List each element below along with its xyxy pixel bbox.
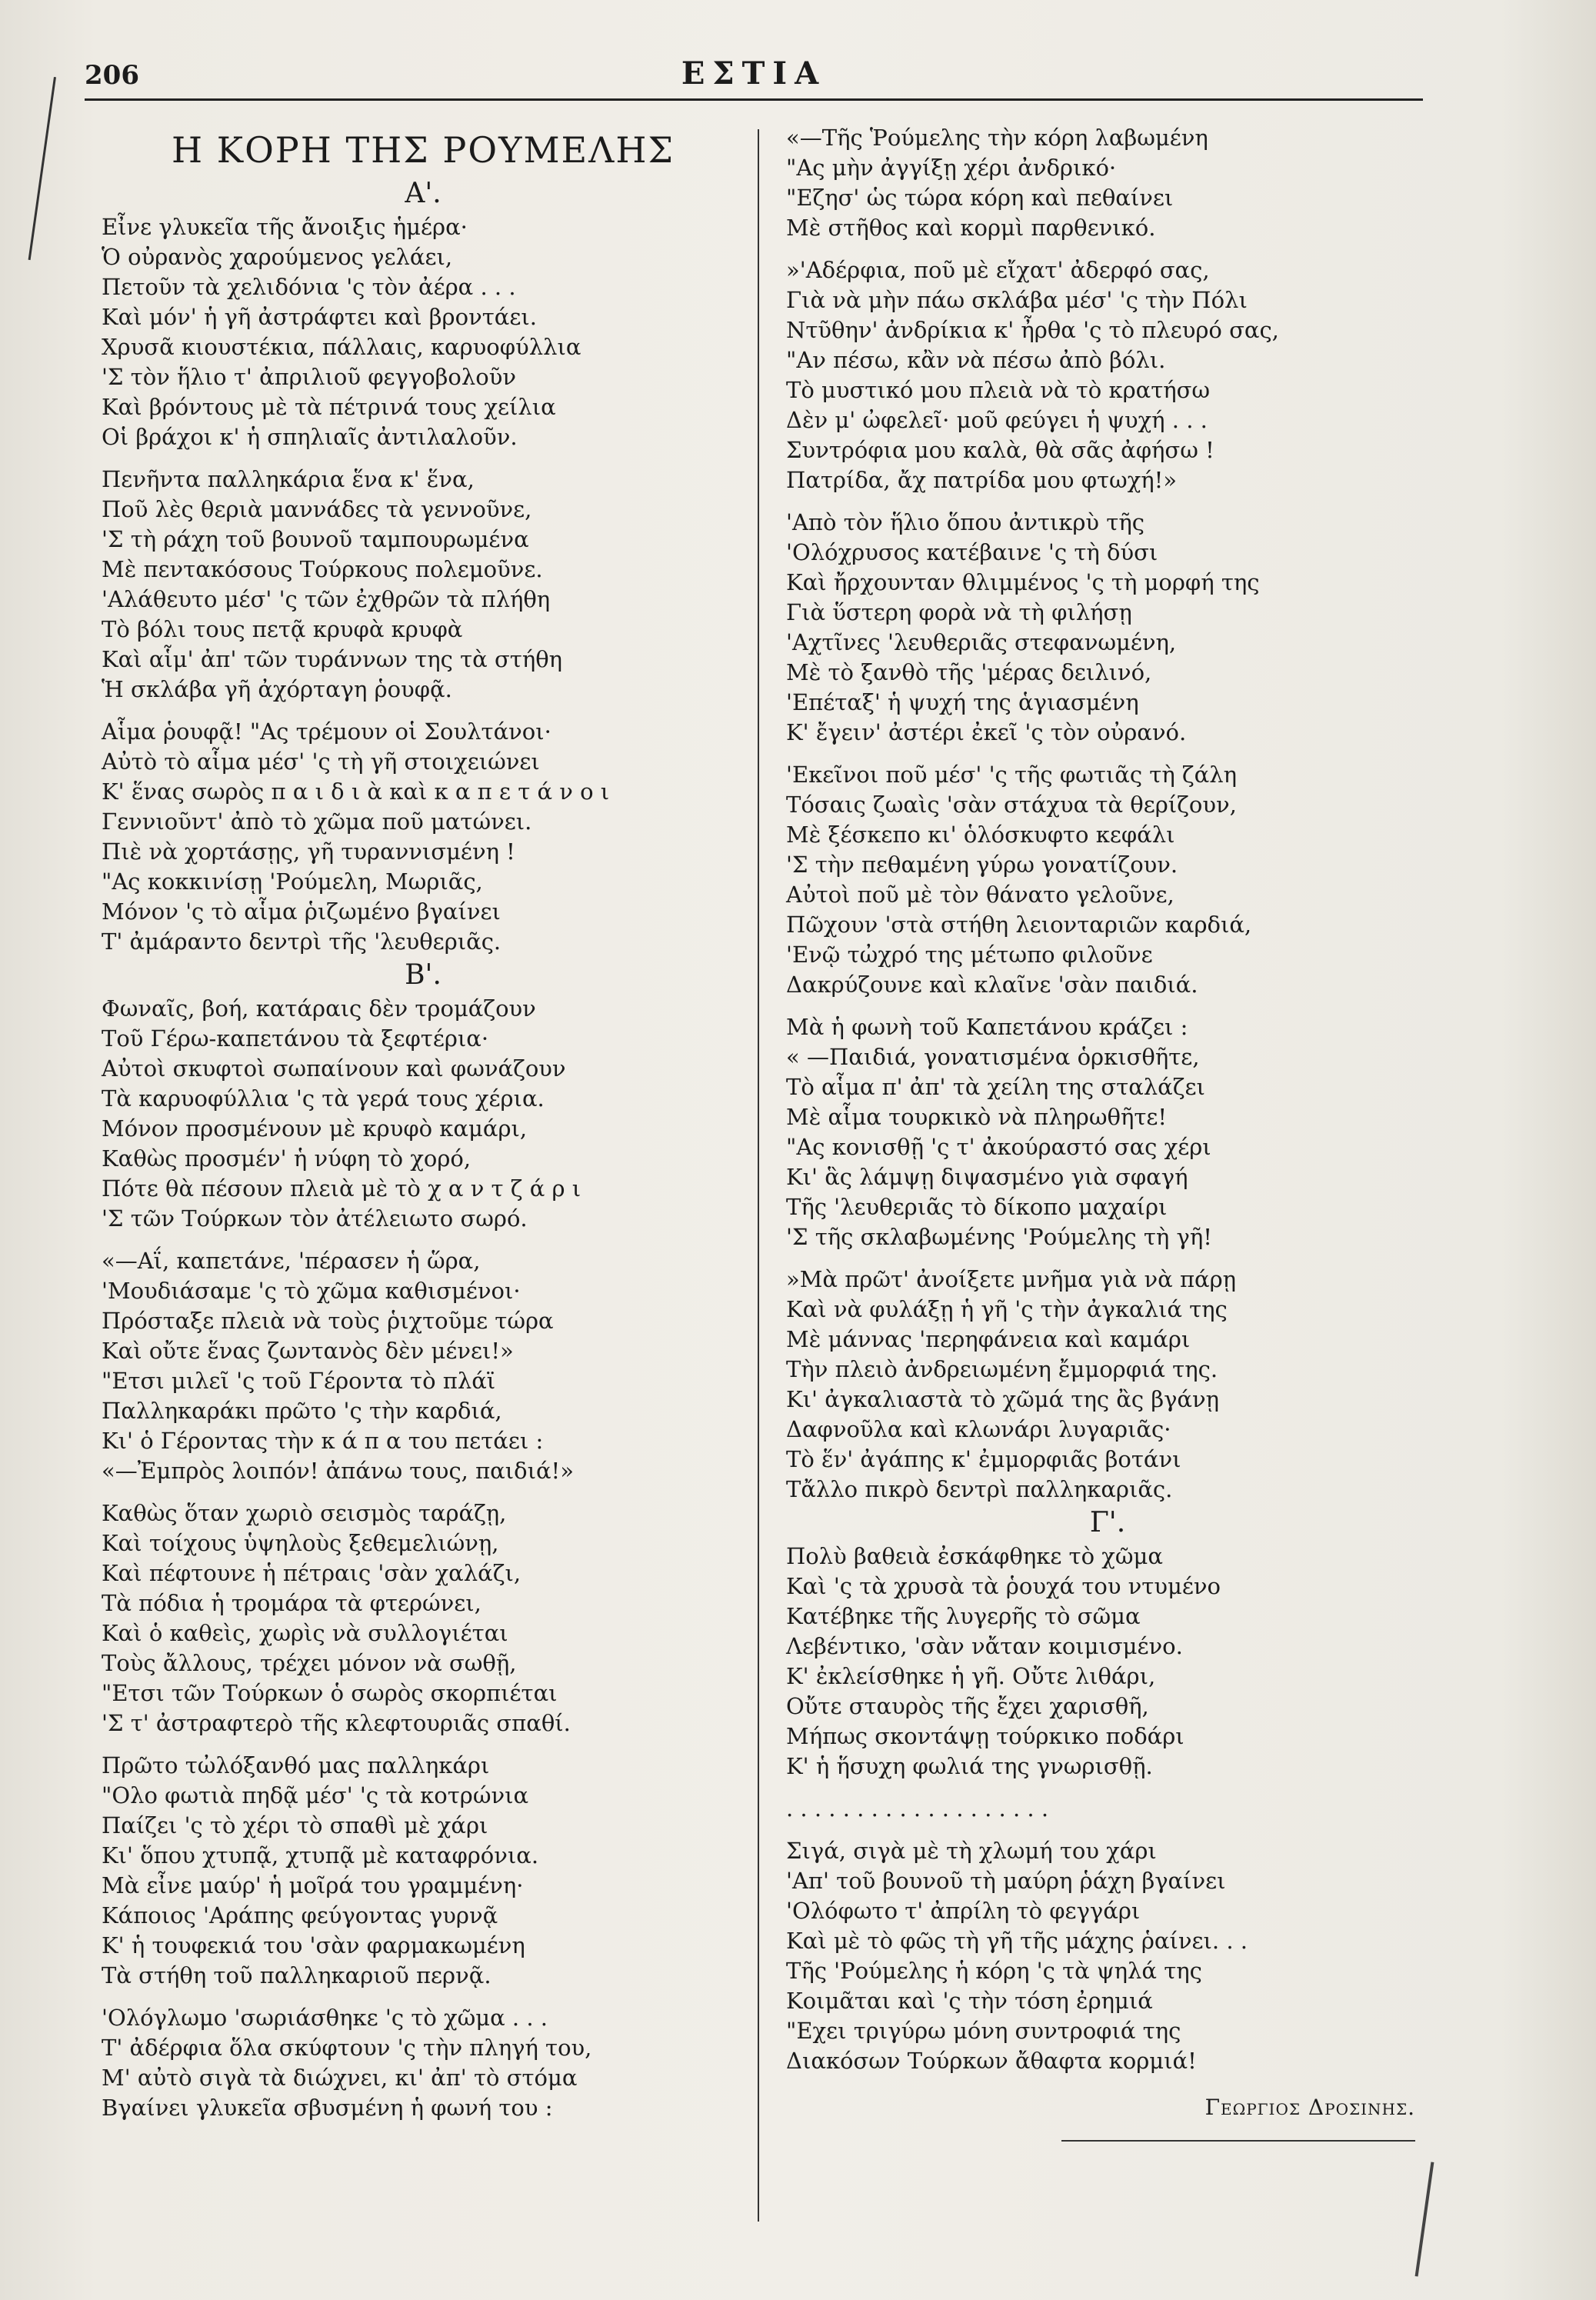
stanza-gap: [785, 1824, 1431, 1836]
verse-line: Καὶ οὔτε ἕνας ζωντανὸς δὲν μένει!»: [102, 1338, 514, 1364]
verse-line: "Ας κονισθῇ 'ς τ' ἀκούραστό σας χέρι: [786, 1134, 1211, 1160]
verse-line: Μόνον 'ς τὸ αἷμα ῥιζωμένο βγαίνει: [102, 898, 501, 925]
verse-line: Μὲ τὸ ξανθὸ τῆς 'μέρας δειλινό,: [786, 659, 1152, 685]
verse-line: Μήπως σκοντάψῃ τούρκικο ποδάρι: [786, 1723, 1185, 1749]
verse-line: "Αν πέσω, κἂν νὰ πέσω ἀπὸ βόλι.: [786, 347, 1166, 373]
stanza: [785, 508, 1431, 748]
end-pen-stroke: [1415, 2162, 1434, 2276]
verse-line: "Εζησ' ὡς τώρα κόρη καὶ πεθαίνει: [786, 185, 1174, 211]
verse-line: 'Μουδιάσαμε 'ς τὸ χῶμα καθισμένοι·: [102, 1278, 521, 1304]
verse-line: Τ' ἀδέρφια ὅλα σκύφτουν 'ς τὴν πληγή του,: [102, 2035, 592, 2061]
verse-line: Κ' ἔγειν' ἀστέρι ἐκεῖ 'ς τὸν οὐρανό.: [786, 719, 1187, 745]
verse-line: "Ετσι μιλεῖ 'ς τοῦ Γέροντα τὸ πλάϊ: [102, 1368, 496, 1394]
verse-line: Καὶ μὲ τὸ φῶς τὴ γῆ τῆς μάχης ῥαίνει. . .: [786, 1928, 1248, 1954]
section-heading: Γ'.: [1089, 1507, 1126, 1538]
verse-line: Κ' ἐκλείσθηκε ἡ γῆ. Οὔτε λιθάρι,: [786, 1663, 1156, 1689]
verse-line: Μ' αὐτὸ σιγὰ τὰ διώχνει, κι' ἀπ' τὸ στόμα: [102, 2065, 578, 2091]
stanza: [100, 994, 746, 1234]
verse-line: Τ' ἀμάραντο δεντρὶ τῆς 'λευθεριᾶς.: [102, 928, 501, 955]
stanza-gap: [100, 1738, 746, 1751]
verse-line: Τῆς 'Ρούμελης ἡ κόρη 'ς τὰ ψηλά της: [786, 1958, 1202, 1984]
page-header: [85, 54, 1423, 100]
stanza: [100, 1751, 746, 1991]
verse-line: Τόσαις ζωαὶς 'σὰν στάχυα τὰ θερίζουν,: [786, 792, 1237, 818]
verse-line: Καὶ τοίχους ὑψηλοὺς ξεθεμελιώνῃ,: [102, 1530, 499, 1556]
verse-line: 'Αχτῖνες 'λευθεριᾶς στεφανωμένη,: [786, 629, 1177, 655]
verse-line: «—Αΐ, καπετάνε, 'πέρασεν ἡ ὥρα,: [102, 1248, 481, 1274]
verse-line: Καὶ πέφτουνε ἡ πέτραις 'σὰν χαλάζι,: [102, 1560, 521, 1586]
stanza-gap: [785, 1782, 1431, 1794]
stanza: [100, 1498, 746, 1738]
section-heading: Α'.: [405, 178, 441, 209]
verse-line: 'Σ τὴν πεθαμένη γύρω γονατίζουν.: [786, 852, 1178, 878]
stanza-gap: [100, 1486, 746, 1498]
verse-line: Κ' ἕνας σωρὸς π α ι δ ι ὰ καὶ κ α π ε τ ά ν ο ι: [102, 778, 610, 805]
verse-line: Τοῦ Γέρω-καπετάνου τὰ ξεφτέρια·: [102, 1025, 489, 1052]
stanza: [100, 212, 746, 452]
verse-line: Κ' ἡ τουφεκιά του 'σὰν φαρμακωμένη: [102, 1932, 525, 1958]
verse-line: Τὸ ἕν' ἀγάπης κ' ἐμμορφιᾶς βοτάνι: [786, 1446, 1181, 1472]
verse-line: «—Τῆς Ῥούμελης τὴν κόρη λαβωμένη: [786, 125, 1208, 151]
verse-line: Οἱ βράχοι κ' ἡ σπηλιαῖς ἀντιλαλοῦν.: [102, 424, 518, 450]
verse-line: Παλληκαράκι πρῶτο 'ς τὴν καρδιά,: [102, 1398, 502, 1424]
stanza-gap: [100, 1234, 746, 1246]
verse-line: Πρόσταξε πλειὰ νὰ τοὺς ῥιχτοῦμε τώρα: [102, 1308, 554, 1334]
verse-line: Λεβέντικο, 'σὰν νἄταν κοιμισμένο.: [786, 1633, 1183, 1659]
verse-line: 'Εκεῖνοι ποῦ μέσ' 'ς τῆς φωτιᾶς τὴ ζάλη: [786, 762, 1237, 788]
header-rule: [85, 98, 1423, 101]
stanza: [785, 1542, 1431, 1782]
verse-line: Παίζει 'ς τὸ χέρι τὸ σπαθὶ μὲ χάρι: [102, 1812, 488, 1838]
verse-line: Αὐτοὶ σκυφτοὶ σωπαίνουν καὶ φωνάζουν: [102, 1055, 566, 1082]
verse-line: Ἡ σκλάβα γῆ ἀχόρταγη ῥουφᾷ.: [102, 676, 452, 702]
stanza: [785, 1794, 1431, 1824]
verse-line: Συντρόφια μου καλὰ, θὰ σᾶς ἀφήσω !: [786, 437, 1214, 463]
verse-line: 'Επέταξ' ἡ ψυχή της ἁγιασμένη: [786, 689, 1139, 715]
left-column-body: [100, 175, 746, 2123]
right-column: [785, 123, 1431, 2142]
verse-line: Καὶ ὁ καθεὶς, χωρὶς νὰ συλλογιέται: [102, 1620, 508, 1646]
verse-line: Ποῦ λὲς θεριὰ μαννάδες τὰ γεννοῦνε,: [102, 496, 532, 522]
left-column: [100, 123, 746, 2123]
stanza: [785, 760, 1431, 1000]
verse-line: Φωναῖς, βοή, κατάραις δὲν τρομάζουν: [102, 995, 536, 1022]
verse-line: Τῆς 'λευθεριᾶς τὸ δίκοπο μαχαίρι: [786, 1194, 1168, 1220]
verse-line: Μὰ εἶνε μαύρ' ἡ μοῖρά του γραμμένη·: [102, 1872, 524, 1898]
verse-line: "Ας κοκκινίσῃ 'Ρούμελη, Μωριᾶς,: [102, 868, 483, 895]
verse-line: Μὰ ἡ φωνὴ τοῦ Καπετάνου κράζει :: [786, 1014, 1188, 1040]
stanza-gap: [785, 495, 1431, 508]
verse-line: Τὸ μυστικό μου πλειὰ νὰ τὸ κρατήσω: [786, 377, 1211, 403]
verse-line: »Μὰ πρῶτ' ἀνοίξετε μνῆμα γιὰ νὰ πάρῃ: [786, 1266, 1237, 1292]
verse-line: Πότε θὰ πέσουν πλειὰ μὲ τὸ χ α ν τ ζ ά ρ ι: [102, 1175, 581, 1202]
verse-line: Τὰ καρυοφύλλια 'ς τὰ γερά τους χέρια.: [102, 1085, 545, 1112]
verse-line: Γιὰ νὰ μὴν πάω σκλάβα μέσ' 'ς τὴν Πόλι: [786, 287, 1248, 313]
column-divider: [758, 129, 759, 2222]
verse-line: Γεννιοῦντ' ἀπὸ τὸ χῶμα ποῦ ματώνει.: [102, 808, 532, 835]
verse-line: 'Σ τ' ἀστραφτερὸ τῆς κλεφτουριᾶς σπαθί.: [102, 1710, 571, 1736]
verse-line: Αὐτοὶ ποῦ μὲ τὸν θάνατο γελοῦνε,: [786, 882, 1175, 908]
verse-line: Πενῆντα παλληκάρια ἕνα κ' ἕνα,: [102, 466, 475, 492]
verse-line: Βγαίνει γλυκεῖα σβυσμένη ἡ φωνή του :: [102, 2095, 553, 2121]
verse-line: « —Παιδιά, γονατισμένα ὁρκισθῆτε,: [786, 1044, 1200, 1070]
stanza-gap: [100, 452, 746, 465]
verse-line: "Ετσι τῶν Τούρκων ὁ σωρὸς σκορπιέται: [102, 1680, 558, 1706]
signature-rule: [1061, 2140, 1415, 2142]
verse-line: Διακόσων Τούρκων ἄθαφτα κορμιά!: [786, 2048, 1197, 2074]
stanza: [100, 2003, 746, 2123]
verse-line: Καὶ βρόντους μὲ τὰ πέτρινά τους χείλια: [102, 394, 556, 420]
section-heading: Β'.: [405, 959, 441, 991]
verse-line: Πατρίδα, ἄχ πατρίδα μου φτωχή!»: [786, 467, 1178, 493]
verse-line: 'Σ τὸν ἥλιο τ' ἀπριλιοῦ φεγγοβολοῦν: [102, 364, 516, 390]
right-column-body: [785, 123, 1431, 2076]
verse-line: Τὸ αἷμα π' ἀπ' τὰ χείλη της σταλάζει: [786, 1074, 1205, 1100]
stanza: [100, 717, 746, 957]
stanza-gap: [785, 748, 1431, 760]
verse-line: 'Απ' τοῦ βουνοῦ τὴ μαύρη ῥάχη βγαίνει: [786, 1868, 1226, 1894]
stanza-gap: [785, 1000, 1431, 1012]
stanza-gap: [100, 705, 746, 717]
verse-line: Τἄλλο πικρὸ δεντρὶ παλληκαριᾶς.: [786, 1476, 1173, 1502]
stanza-gap: [785, 243, 1431, 255]
verse-line: Κοιμᾶται καὶ 'ς τὴν τόση ἐρημιά: [786, 1988, 1153, 2014]
verse-line: Καὶ μόν' ἡ γῆ ἀστράφτει καὶ βροντάει.: [102, 304, 537, 330]
verse-line: Δὲν μ' ὠφελεῖ· μοῦ φεύγει ἡ ψυχή . . .: [786, 407, 1208, 433]
verse-line: 'Σ τὴ ράχη τοῦ βουνοῦ ταμπουρωμένα: [102, 526, 529, 552]
verse-line: 'Ενῷ τὠχρό της μέτωπο φιλοῦνε: [786, 942, 1153, 968]
verse-line: »'Αδέρφια, ποῦ μὲ εἴχατ' ἀδερφό σας,: [786, 257, 1210, 283]
verse-line: Δαφνοῦλα καὶ κλωνάρι λυγαριᾶς·: [786, 1416, 1171, 1442]
verse-line: Πιὲ νὰ χορτάσῃς, γῆ τυραννισμένη !: [102, 838, 515, 865]
verse-line: Καθὼς προσμέν' ἡ νύφη τὸ χορό,: [102, 1145, 471, 1172]
bleed-through-left: [0, 131, 92, 2208]
verse-line: Τὴν πλειὸ ἀνδρειωμένη ἔμμορφιά της.: [786, 1356, 1218, 1382]
stanza: [100, 1246, 746, 1486]
stanza: [785, 1265, 1431, 1505]
verse-line: Κι' ὅπου χτυπᾷ, χτυπᾷ μὲ καταφρόνια.: [102, 1842, 539, 1868]
verse-line: Πῶχουν 'στὰ στήθη λειονταριῶν καρδιά,: [786, 912, 1252, 938]
verse-line: Μὲ ξέσκεπο κι' ὁλόσκυφτο κεφάλι: [786, 822, 1175, 848]
verse-line: Τοὺς ἄλλους, τρέχει μόνον νὰ σωθῇ,: [102, 1650, 517, 1676]
verse-line: Τὰ πόδια ἡ τρομάρα τὰ φτερώνει,: [102, 1590, 481, 1616]
verse-line: Κατέβηκε τῆς λυγερῆς τὸ σῶμα: [786, 1603, 1141, 1629]
verse-line: 'Αλάθευτο μέσ' 'ς τῶν ἐχθρῶν τὰ πλήθη: [102, 586, 551, 612]
verse-line: Χρυσᾶ κιουστέκια, πάλλαις, καρυοφύλλια: [102, 334, 581, 360]
author-signature: Γεωργιος Δροσινης.: [1204, 2095, 1415, 2120]
verse-line: Καὶ 'ς τὰ χρυσὰ τὰ ῥουχά του ντυμένο: [786, 1573, 1221, 1599]
verse-line: Οὔτε σταυρὸς τῆς ἔχει χαρισθῆ,: [786, 1693, 1149, 1719]
verse-line: Αὐτὸ τὸ αἷμα μέσ' 'ς τὴ γῆ στοιχειώνει: [102, 748, 540, 775]
verse-line: 'Ολόχρυσος κατέβαινε 'ς τὴ δύσι: [786, 539, 1158, 565]
verse-line: Καθὼς ὅταν χωριὸ σεισμὸς ταράζῃ,: [102, 1500, 507, 1526]
verse-line: «—Ἐμπρὸς λοιπόν! ἀπάνω τους, παιδιά!»: [102, 1458, 574, 1484]
stanza-gap: [785, 1252, 1431, 1265]
verse-line: Ντῦθην' ἀνδρίκια κ' ἦρθα 'ς τὸ πλευρό σας,: [786, 317, 1279, 343]
verse-line: Κ' ἡ ἥσυχη φωλιά της γνωρισθῇ.: [786, 1753, 1153, 1779]
verse-line: 'Σ τῆς σκλαβωμένης 'Ρούμελης τὴ γῆ!: [786, 1224, 1212, 1250]
verse-line: 'Απὸ τὸν ἥλιο ὅπου ἀντικρὺ τῆς: [786, 509, 1145, 535]
verse-line: Αἷμα ῥουφᾷ! "Ας τρέμουν οἱ Σουλτάνοι·: [102, 718, 551, 745]
verse-line: Κι' ἀγκαλιαστὰ τὸ χῶμά της ἂς βγάνῃ: [786, 1386, 1220, 1412]
verse-line: Μὲ πεντακόσους Τούρκους πολεμοῦνε.: [102, 556, 543, 582]
verse-line: "Ολο φωτιὰ πηδᾷ μέσ' 'ς τὰ κοτρώνια: [102, 1782, 529, 1808]
verse-line: Εἶνε γλυκεῖα τῆς ἄνοιξις ἡμέρα·: [102, 214, 468, 240]
verse-line: Πρῶτο τὠλόξανθό μας παλληκάρι: [102, 1752, 490, 1778]
stanza: [785, 123, 1431, 243]
poem-title: Η ΚΟΡΗ ΤΗΣ ΡΟΥΜΕΛΗΣ: [171, 129, 675, 171]
verse-line: Σιγά, σιγὰ μὲ τὴ χλωμή του χάρι: [786, 1838, 1157, 1864]
stanza: [785, 1836, 1431, 2076]
verse-line: Δακρύζουνε καὶ κλαῖνε 'σὰν παιδιά.: [786, 972, 1198, 998]
verse-line: . . . . . . . . . . . . . . . . . . .: [786, 1795, 1049, 1822]
stanza: [100, 465, 746, 705]
verse-line: Πετοῦν τὰ χελιδόνια 'ς τὸν ἀέρα . . .: [102, 274, 516, 300]
verse-line: Καὶ ἤρχουνταν θλιμμένος 'ς τὴ μορφή της: [786, 569, 1260, 595]
verse-line: Κι' ἃς λάμψῃ διψασμένο γιὰ σφαγή: [786, 1164, 1188, 1190]
verse-line: Τὰ στήθη τοῦ παλληκαριοῦ περνᾷ.: [102, 1962, 491, 1988]
verse-line: Πολὺ βαθειὰ ἐσκάφθηκε τὸ χῶμα: [786, 1543, 1163, 1569]
verse-line: Τὸ βόλι τους πετᾷ κρυφὰ κρυφὰ: [102, 616, 463, 642]
verse-line: 'Σ τῶν Τούρκων τὸν ἀτέλειωτο σωρό.: [102, 1205, 528, 1232]
verse-line: 'Ολόφωτο τ' ἀπρίλη τὸ φεγγάρι: [786, 1898, 1141, 1924]
verse-line: Μὲ στῆθος καὶ κορμὶ παρθενικό.: [786, 215, 1156, 241]
verse-line: Μὲ μάννας 'περηφάνεια καὶ καμάρι: [786, 1326, 1191, 1352]
stanza: [785, 255, 1431, 495]
journal-title: ΕΣΤΙΑ: [681, 55, 827, 92]
verse-line: Μὲ αἷμα τουρκικὸ νὰ πληρωθῆτε!: [786, 1104, 1168, 1130]
stanza-gap: [100, 1991, 746, 2003]
verse-line: Καὶ αἷμ' ἀπ' τῶν τυράννων της τὰ στήθη: [102, 646, 563, 672]
verse-line: Μόνον προσμένουν μὲ κρυφὸ καμάρι,: [102, 1115, 528, 1142]
verse-line: "Ας μὴν ἀγγίξῃ χέρι ἀνδρικό·: [786, 155, 1117, 181]
verse-line: Γιὰ ὕστερη φορὰ νὰ τὴ φιλήσῃ: [786, 599, 1132, 625]
verse-line: Ὁ οὐρανὸς χαρούμενος γελάει,: [102, 244, 453, 270]
verse-line: Καὶ νὰ φυλάξῃ ἡ γῆ 'ς τὴν ἀγκαλιά της: [786, 1296, 1228, 1322]
verse-line: Κάποιος 'Αράπης φεύγοντας γυρνᾷ: [102, 1902, 498, 1928]
verse-line: 'Ολόγλωμο 'σωριάσθηκε 'ς τὸ χῶμα . . .: [102, 2005, 548, 2031]
stanza: [785, 1012, 1431, 1252]
verse-line: "Εχει τριγύρω μόνη συντροφιά της: [786, 2018, 1181, 2044]
verse-line: Κι' ὁ Γέροντας τὴν κ ά π α του πετάει :: [102, 1428, 544, 1454]
page-number: 206: [85, 60, 139, 91]
